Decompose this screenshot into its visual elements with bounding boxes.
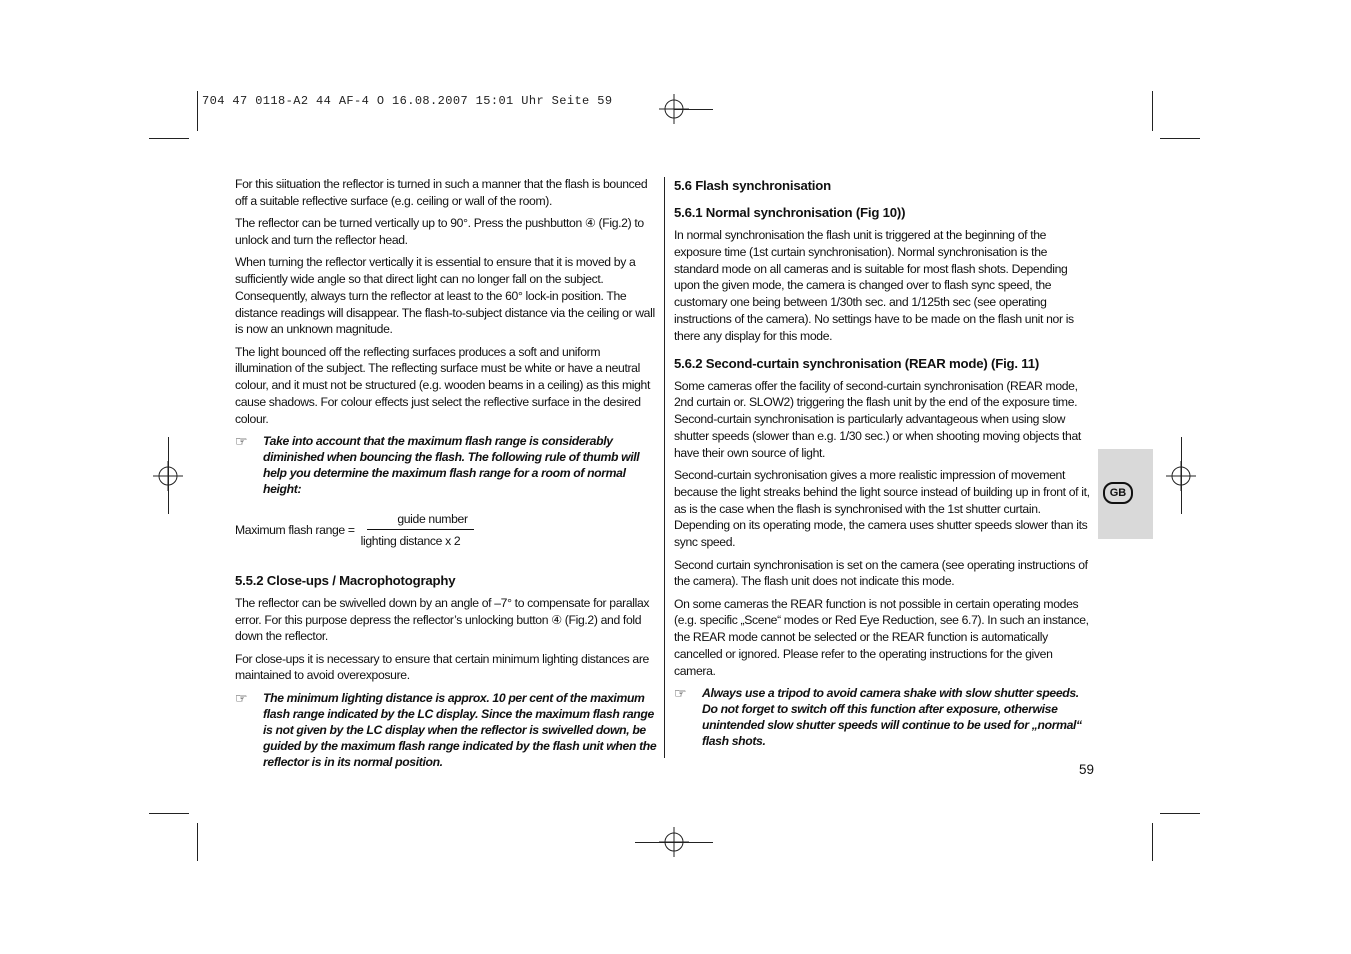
crop-mark bbox=[168, 437, 169, 514]
formula-numerator: guide number bbox=[367, 511, 473, 530]
column-divider bbox=[664, 177, 665, 758]
note-text: Always use a tripod to avoid camera shake with slow shutter speeds. Do not forget to switch off this function after exposure, otherwise unintended slow shutter speeds will continue to be used for „normal“ flash shots. bbox=[702, 686, 1082, 749]
crop-mark bbox=[1160, 813, 1200, 814]
pointing-hand-icon: ☞ bbox=[235, 689, 248, 706]
left-column bbox=[235, 176, 659, 776]
note-text: The minimum lighting distance is approx. 10 per cent of the maximum flash range indicated by the LC display. Since the maximum flash range is not given by the LC display when the reflector is swivelled down, be guided by the maximum flash range indicated by the flash unit when the reflector is in its normal position. bbox=[263, 690, 657, 769]
crop-mark bbox=[197, 91, 198, 131]
paragraph: Second-curtain sychronisation gives a more realistic impression of movement because the light streaks behind the light source instead of building up in front of it, as is the case when the flash is synchronised with the 1st shutter curtain. Depending on its operating mode, the camera uses shutter speeds slower than its sync speed. bbox=[674, 468, 1090, 550]
paragraph: The reflector can be swivelled down by an angle of –7° to compensate for parallax error. For this purpose depress the reflector’s unlocking button ④ (Fig.2) and fold down the reflector. bbox=[235, 595, 650, 644]
right-column bbox=[674, 177, 1094, 755]
crop-mark bbox=[674, 109, 713, 110]
note-text: Take into account that the maximum flash range is considerably diminished when bouncing the flash. The following rule of thumb will help you determine the maximum flash range for a room of normal height: bbox=[263, 434, 640, 497]
paragraph: For close-ups it is necessary to ensure that certain minimum lighting distances are maintained to avoid overexposure. bbox=[235, 651, 649, 683]
crop-mark bbox=[197, 823, 198, 861]
paragraph: The reflector can be turned vertically up to 90°. Press the pushbutton ④ (Fig.2) to unlock and turn the reflector head. bbox=[235, 216, 644, 247]
crop-mark bbox=[1160, 138, 1200, 139]
note-block bbox=[674, 685, 1094, 749]
paragraph: The light bounced off the reflecting surfaces produces a soft and uniform illumination of the subject. The reflecting surface must be white or have a neutral colour, and it must not be structured (e.g. wooden beams in a ceiling) as this might cause shadows. For colour effects just select the reflective surface in the desired colour. bbox=[235, 344, 650, 426]
paragraph: Some cameras offer the facility of second-curtain synchronisation (REAR mode, 2nd curtain or. SLOW2) triggering the flash unit by the end of the exposure time. Second-curtain synchronisation is particularly advantageous when using slow shutter speeds (slower than e.g. 1/30 sec.) or when shooting moving objects that have their own source of light. bbox=[674, 378, 1081, 460]
section-heading: 5.6 Flash synchronisation bbox=[674, 178, 831, 193]
flash-range-formula bbox=[235, 511, 659, 550]
formula-denominator: lighting distance x 2 bbox=[360, 533, 461, 548]
pointing-hand-icon: ☞ bbox=[674, 685, 687, 702]
paragraph: Second curtain synchronisation is set on the camera (see operating instructions of the camera). The flash unit does not indicate this mode. bbox=[674, 557, 1088, 589]
section-heading: 5.5.2 Close-ups / Macrophotography bbox=[235, 572, 456, 588]
subsection-heading: 5.6.1 Normal synchronisation (Fig 10)) bbox=[674, 205, 906, 220]
formula-label: Maximum flash range = bbox=[235, 523, 355, 538]
pointing-hand-icon: ☞ bbox=[235, 433, 248, 450]
crop-mark bbox=[635, 842, 713, 843]
page-number: 59 bbox=[1079, 762, 1095, 777]
crop-mark bbox=[1152, 823, 1153, 861]
crop-mark bbox=[149, 138, 189, 139]
paragraph: For this siituation the reflector is turned in such a manner that the flash is bounced off a suitable reflective surface (e.g. ceiling or wall of the room). bbox=[235, 177, 648, 208]
crop-mark bbox=[1152, 91, 1153, 131]
crop-mark bbox=[149, 813, 189, 814]
note-block bbox=[235, 433, 659, 497]
formula-fraction bbox=[361, 511, 481, 550]
crop-mark bbox=[1181, 437, 1182, 514]
paragraph: On some cameras the REAR function is not possible in certain operating modes (e.g. specific „Scene“ modes or Red Eye Reduction, see 6.7). In such an instance, the REAR mode cannot be selected or the REAR function is automatically cancelled or ignored. Please refer to the operating instructions for the given camera. bbox=[674, 596, 1089, 678]
note-block bbox=[235, 690, 659, 770]
paragraph: In normal synchronisation the flash unit is triggered at the beginning of the exposure time (1st curtain synchronisation). Normal synchronisation is the standard mode on all cameras and is suitable for most flash shots. Depending upon the given mode, the camera is changed over to flash sync speed, the customary one being between 1/30th sec. and 1/125th sec (see operating instructions of the camera). No settings have to be made on the flash unit nor is there any display for this mode. bbox=[674, 228, 1074, 343]
paragraph: When turning the reflector vertically it is essential to ensure that it is moved by a sufficiently wide angle so that direct light can no longer fall on the subject. Consequently, always turn the reflector at least to the 60° lock-in position. The distance readings will disappear. The flash-to-subject distance via the ceiling or wall is now an unknown magnitude. bbox=[235, 255, 655, 337]
subsection-heading: 5.6.2 Second-curtain synchronisation (REAR mode) (Fig. 11) bbox=[674, 355, 1040, 371]
language-badge: GB bbox=[1103, 482, 1133, 504]
print-slug-line: 704 47 0118-A2 44 AF-4 O 16.08.2007 15:01 Uhr Seite 59 bbox=[202, 94, 613, 108]
